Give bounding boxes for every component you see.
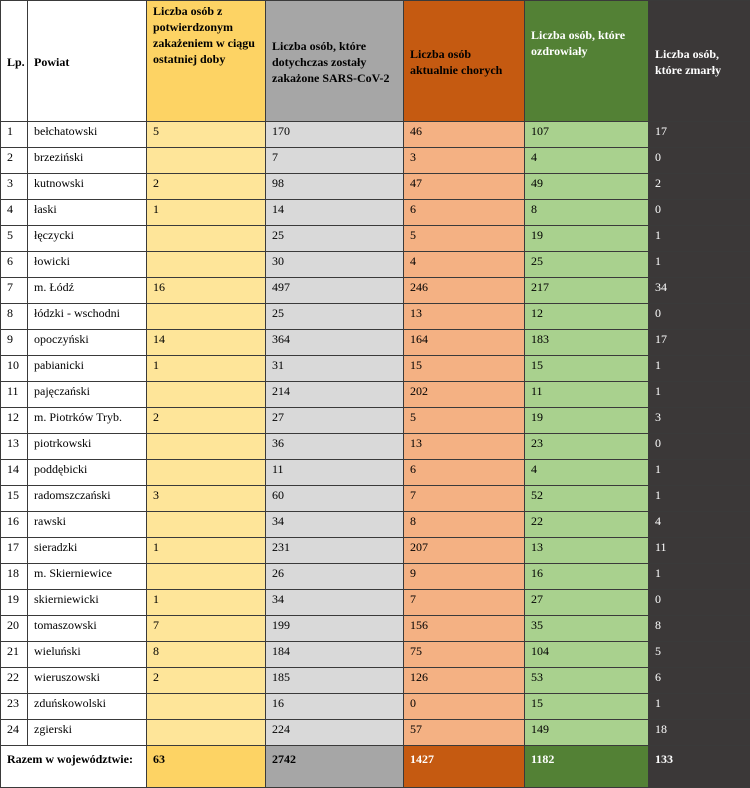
- cell-new-cases: 1: [147, 356, 266, 382]
- header-powiat: Powiat: [28, 1, 147, 122]
- header-new-cases: Liczba osób z potwierdzonym zakażeniem w ciągu ostatniej doby: [147, 1, 266, 122]
- cell-deaths: 0: [649, 434, 750, 460]
- cell-lp: 18: [1, 564, 28, 590]
- cell-powiat: kutnowski: [28, 174, 147, 200]
- table-row: [1, 356, 750, 382]
- cell-currently-sick: 47: [404, 174, 525, 200]
- cell-powiat: łaski: [28, 200, 147, 226]
- cell-powiat: wieluński: [28, 642, 147, 668]
- cell-currently-sick: 7: [404, 590, 525, 616]
- cell-total-cases: 199: [266, 616, 404, 642]
- cell-currently-sick: 15: [404, 356, 525, 382]
- table-row: [1, 330, 750, 356]
- totals-deaths: 133: [649, 746, 750, 788]
- cell-recovered: 19: [525, 226, 649, 252]
- cell-new-cases: 3: [147, 486, 266, 512]
- cell-deaths: 1: [649, 356, 750, 382]
- cell-currently-sick: 202: [404, 382, 525, 408]
- cell-lp: 10: [1, 356, 28, 382]
- table-row: [1, 512, 750, 538]
- table-row: [1, 668, 750, 694]
- cell-lp: 23: [1, 694, 28, 720]
- cell-currently-sick: 13: [404, 304, 525, 330]
- cell-deaths: 17: [649, 122, 750, 148]
- cell-powiat: łowicki: [28, 252, 147, 278]
- cell-deaths: 11: [649, 538, 750, 564]
- cell-new-cases: [147, 226, 266, 252]
- cell-new-cases: [147, 304, 266, 330]
- cell-deaths: 17: [649, 330, 750, 356]
- cell-deaths: 1: [649, 694, 750, 720]
- cell-recovered: 107: [525, 122, 649, 148]
- cell-lp: 21: [1, 642, 28, 668]
- cell-new-cases: 8: [147, 642, 266, 668]
- cell-new-cases: 7: [147, 616, 266, 642]
- cell-lp: 11: [1, 382, 28, 408]
- cell-currently-sick: 5: [404, 226, 525, 252]
- cell-total-cases: 27: [266, 408, 404, 434]
- cell-new-cases: 2: [147, 174, 266, 200]
- cell-total-cases: 31: [266, 356, 404, 382]
- table-row: [1, 538, 750, 564]
- cell-powiat: m. Łódź: [28, 278, 147, 304]
- cell-powiat: zgierski: [28, 720, 147, 746]
- cell-deaths: 0: [649, 200, 750, 226]
- table-row: [1, 434, 750, 460]
- cell-total-cases: 16: [266, 694, 404, 720]
- table-row: [1, 590, 750, 616]
- cell-lp: 9: [1, 330, 28, 356]
- header-row: [1, 1, 750, 122]
- cell-deaths: 5: [649, 642, 750, 668]
- cell-new-cases: [147, 720, 266, 746]
- cell-currently-sick: 156: [404, 616, 525, 642]
- cell-deaths: 34: [649, 278, 750, 304]
- cell-deaths: 6: [649, 668, 750, 694]
- cell-currently-sick: 126: [404, 668, 525, 694]
- cell-recovered: 11: [525, 382, 649, 408]
- header-currently-sick: Liczba osób aktualnie chorych: [404, 1, 525, 122]
- cell-recovered: 52: [525, 486, 649, 512]
- cell-total-cases: 25: [266, 304, 404, 330]
- cell-powiat: radomszczański: [28, 486, 147, 512]
- cell-recovered: 12: [525, 304, 649, 330]
- cell-currently-sick: 75: [404, 642, 525, 668]
- cell-total-cases: 364: [266, 330, 404, 356]
- cell-recovered: 4: [525, 460, 649, 486]
- cell-new-cases: [147, 382, 266, 408]
- cell-recovered: 8: [525, 200, 649, 226]
- cell-deaths: 1: [649, 252, 750, 278]
- header-lp: Lp.: [1, 1, 28, 122]
- cell-recovered: 49: [525, 174, 649, 200]
- cell-currently-sick: 164: [404, 330, 525, 356]
- cell-total-cases: 34: [266, 590, 404, 616]
- cell-recovered: 22: [525, 512, 649, 538]
- table-row: [1, 720, 750, 746]
- cell-powiat: zduńskowolski: [28, 694, 147, 720]
- cell-new-cases: [147, 434, 266, 460]
- table-row: [1, 486, 750, 512]
- cell-currently-sick: 207: [404, 538, 525, 564]
- table-row: [1, 226, 750, 252]
- cell-deaths: 8: [649, 616, 750, 642]
- cell-total-cases: 14: [266, 200, 404, 226]
- cell-new-cases: [147, 460, 266, 486]
- table-row: [1, 148, 750, 174]
- cell-lp: 7: [1, 278, 28, 304]
- cell-new-cases: 2: [147, 408, 266, 434]
- cell-currently-sick: 9: [404, 564, 525, 590]
- cell-currently-sick: 5: [404, 408, 525, 434]
- cell-total-cases: 497: [266, 278, 404, 304]
- table-body: [1, 122, 750, 746]
- cell-lp: 3: [1, 174, 28, 200]
- cell-total-cases: 11: [266, 460, 404, 486]
- cell-currently-sick: 6: [404, 460, 525, 486]
- cell-lp: 15: [1, 486, 28, 512]
- cell-recovered: 27: [525, 590, 649, 616]
- table-row: [1, 616, 750, 642]
- cell-lp: 1: [1, 122, 28, 148]
- cell-currently-sick: 4: [404, 252, 525, 278]
- cell-currently-sick: 13: [404, 434, 525, 460]
- cell-deaths: 0: [649, 148, 750, 174]
- cell-recovered: 13: [525, 538, 649, 564]
- cell-total-cases: 214: [266, 382, 404, 408]
- cell-recovered: 35: [525, 616, 649, 642]
- table-row: [1, 278, 750, 304]
- cell-powiat: łęczycki: [28, 226, 147, 252]
- totals-label: Razem w województwie:: [1, 746, 147, 788]
- cell-powiat: m. Piotrków Tryb.: [28, 408, 147, 434]
- cell-total-cases: 26: [266, 564, 404, 590]
- cell-deaths: 3: [649, 408, 750, 434]
- cell-lp: 19: [1, 590, 28, 616]
- cell-powiat: wieruszowski: [28, 668, 147, 694]
- cell-recovered: 25: [525, 252, 649, 278]
- table-row: [1, 122, 750, 148]
- cell-deaths: 18: [649, 720, 750, 746]
- cell-new-cases: 16: [147, 278, 266, 304]
- cell-new-cases: 14: [147, 330, 266, 356]
- cell-new-cases: [147, 564, 266, 590]
- cell-deaths: 1: [649, 460, 750, 486]
- table-row: [1, 382, 750, 408]
- cell-currently-sick: 46: [404, 122, 525, 148]
- cell-lp: 24: [1, 720, 28, 746]
- cell-lp: 8: [1, 304, 28, 330]
- totals-recovered: 1182: [525, 746, 649, 788]
- cell-total-cases: 170: [266, 122, 404, 148]
- cell-deaths: 4: [649, 512, 750, 538]
- cell-deaths: 0: [649, 590, 750, 616]
- cell-new-cases: [147, 694, 266, 720]
- cell-currently-sick: 8: [404, 512, 525, 538]
- cell-total-cases: 185: [266, 668, 404, 694]
- table-row: [1, 408, 750, 434]
- table-row: [1, 460, 750, 486]
- cell-lp: 16: [1, 512, 28, 538]
- cell-powiat: opoczyński: [28, 330, 147, 356]
- cell-recovered: 104: [525, 642, 649, 668]
- header-deaths: Liczba osób, które zmarły: [649, 1, 750, 122]
- cell-powiat: sieradzki: [28, 538, 147, 564]
- table-row: [1, 200, 750, 226]
- cell-lp: 20: [1, 616, 28, 642]
- cell-new-cases: 2: [147, 668, 266, 694]
- header-total-cases: Liczba osób, które dotychczas zostały zakażone SARS-CoV-2: [266, 1, 404, 122]
- cell-deaths: 1: [649, 226, 750, 252]
- cell-powiat: rawski: [28, 512, 147, 538]
- cell-total-cases: 98: [266, 174, 404, 200]
- totals-row: [1, 746, 750, 788]
- cell-recovered: 149: [525, 720, 649, 746]
- cell-lp: 12: [1, 408, 28, 434]
- cell-recovered: 53: [525, 668, 649, 694]
- cell-powiat: bełchatowski: [28, 122, 147, 148]
- cell-total-cases: 184: [266, 642, 404, 668]
- cell-recovered: 183: [525, 330, 649, 356]
- cell-new-cases: [147, 252, 266, 278]
- totals-total-cases: 2742: [266, 746, 404, 788]
- cell-currently-sick: 246: [404, 278, 525, 304]
- cell-currently-sick: 7: [404, 486, 525, 512]
- cell-deaths: 1: [649, 564, 750, 590]
- cell-recovered: 15: [525, 694, 649, 720]
- cell-new-cases: 1: [147, 590, 266, 616]
- cell-total-cases: 60: [266, 486, 404, 512]
- cell-new-cases: 1: [147, 538, 266, 564]
- totals-currently-sick: 1427: [404, 746, 525, 788]
- cell-powiat: piotrkowski: [28, 434, 147, 460]
- cell-recovered: 217: [525, 278, 649, 304]
- cell-recovered: 4: [525, 148, 649, 174]
- cell-powiat: łódzki - wschodni: [28, 304, 147, 330]
- cell-total-cases: 30: [266, 252, 404, 278]
- cell-lp: 6: [1, 252, 28, 278]
- table-row: [1, 564, 750, 590]
- cell-new-cases: 5: [147, 122, 266, 148]
- table-row: [1, 174, 750, 200]
- cell-total-cases: 231: [266, 538, 404, 564]
- table-row: [1, 694, 750, 720]
- cell-lp: 4: [1, 200, 28, 226]
- cell-recovered: 19: [525, 408, 649, 434]
- cell-lp: 2: [1, 148, 28, 174]
- totals-new-cases: 63: [147, 746, 266, 788]
- cell-recovered: 16: [525, 564, 649, 590]
- cell-lp: 14: [1, 460, 28, 486]
- cell-lp: 5: [1, 226, 28, 252]
- cell-currently-sick: 57: [404, 720, 525, 746]
- cell-total-cases: 25: [266, 226, 404, 252]
- cell-total-cases: 224: [266, 720, 404, 746]
- cell-total-cases: 36: [266, 434, 404, 460]
- cell-total-cases: 7: [266, 148, 404, 174]
- cell-currently-sick: 0: [404, 694, 525, 720]
- cell-powiat: pajęczański: [28, 382, 147, 408]
- cell-new-cases: [147, 512, 266, 538]
- table-row: [1, 642, 750, 668]
- cell-deaths: 2: [649, 174, 750, 200]
- cell-deaths: 1: [649, 486, 750, 512]
- cell-powiat: poddębicki: [28, 460, 147, 486]
- cell-new-cases: [147, 148, 266, 174]
- cell-powiat: skierniewicki: [28, 590, 147, 616]
- cell-new-cases: 1: [147, 200, 266, 226]
- table-row: [1, 252, 750, 278]
- cell-powiat: brzeziński: [28, 148, 147, 174]
- cell-currently-sick: 6: [404, 200, 525, 226]
- cell-currently-sick: 3: [404, 148, 525, 174]
- cell-lp: 22: [1, 668, 28, 694]
- cell-recovered: 15: [525, 356, 649, 382]
- cell-recovered: 23: [525, 434, 649, 460]
- table-row: [1, 304, 750, 330]
- cell-powiat: tomaszowski: [28, 616, 147, 642]
- cell-lp: 17: [1, 538, 28, 564]
- cell-powiat: m. Skierniewice: [28, 564, 147, 590]
- cell-deaths: 1: [649, 382, 750, 408]
- header-recovered: Liczba osób, które ozdrowiały: [525, 1, 649, 122]
- cell-lp: 13: [1, 434, 28, 460]
- cell-powiat: pabianicki: [28, 356, 147, 382]
- cell-total-cases: 34: [266, 512, 404, 538]
- cell-deaths: 0: [649, 304, 750, 330]
